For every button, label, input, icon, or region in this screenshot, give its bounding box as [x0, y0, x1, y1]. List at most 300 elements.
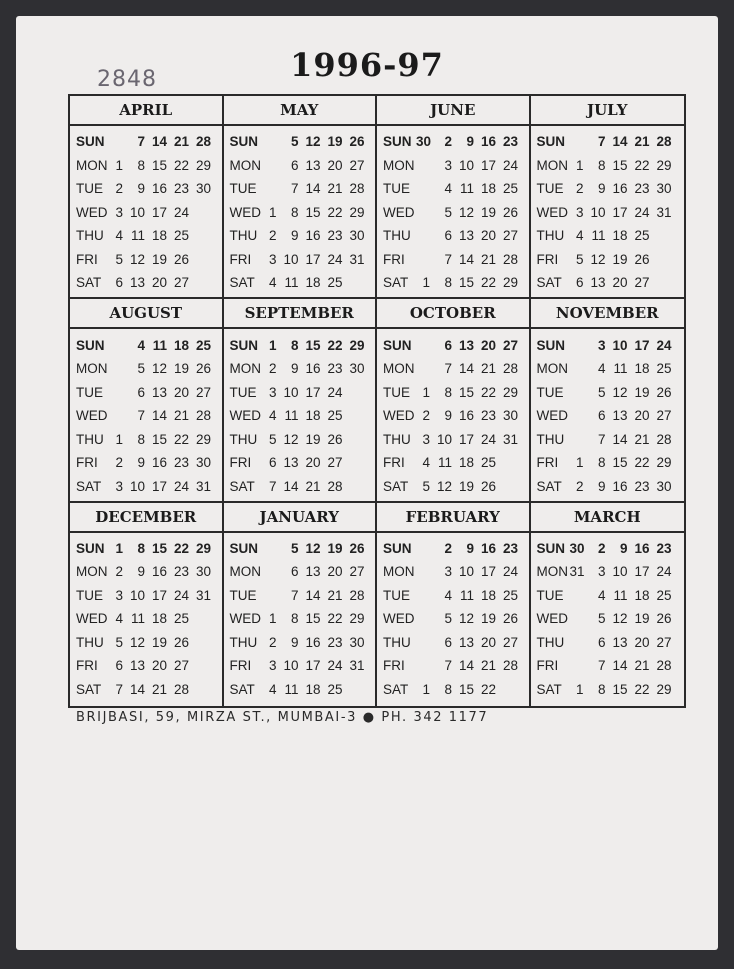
- weekday-row: [224, 427, 376, 451]
- date-number: 4: [268, 275, 277, 291]
- weekday-row: [224, 451, 376, 475]
- date-number: 23: [173, 455, 189, 471]
- date-number: 20: [634, 634, 650, 650]
- month-block-january: [224, 503, 378, 706]
- date-number: 29: [349, 611, 365, 627]
- date-number: [343, 682, 365, 697]
- weekday-row: [70, 474, 222, 498]
- date-number: 21: [480, 658, 496, 674]
- date-number: 1: [115, 431, 123, 447]
- date-number: [416, 564, 430, 579]
- date-number: 15: [305, 204, 321, 220]
- date-number: 14: [129, 681, 145, 697]
- date-number: 17: [151, 478, 167, 494]
- date-number: 7: [290, 587, 299, 603]
- weekday-label: MON: [229, 157, 261, 173]
- date-number: 13: [305, 157, 321, 173]
- date-number: 11: [437, 455, 452, 471]
- weekday-row: [377, 560, 529, 584]
- date-number: 20: [173, 384, 189, 400]
- date-number: 19: [151, 634, 167, 650]
- date-numbers: [109, 338, 222, 353]
- date-number: 6: [290, 157, 299, 173]
- date-number: 11: [613, 361, 628, 377]
- weekday-row: [224, 560, 376, 584]
- date-number: 16: [305, 361, 321, 377]
- date-number: 19: [327, 540, 343, 556]
- date-number: 26: [349, 540, 365, 556]
- day-rows: [224, 329, 376, 500]
- weekday-label: SAT: [383, 275, 409, 291]
- date-number: 1: [422, 275, 430, 291]
- date-number: 7: [597, 431, 606, 447]
- date-number: 15: [458, 384, 474, 400]
- month-block-may: [224, 96, 378, 299]
- date-number: 25: [656, 587, 672, 603]
- date-number: 8: [137, 540, 145, 556]
- date-number: 2: [115, 181, 123, 197]
- weekday-label: FRI: [229, 658, 252, 674]
- date-number: 13: [612, 634, 628, 650]
- date-number: [416, 252, 430, 267]
- date-number: 13: [129, 658, 145, 674]
- month-name: AUGUST: [70, 299, 222, 329]
- date-number: 11: [152, 337, 167, 353]
- weekday-row: [70, 224, 222, 248]
- weekday-row: [377, 130, 529, 154]
- date-numbers: [263, 228, 376, 243]
- date-number: 9: [444, 408, 452, 424]
- date-number: 4: [444, 587, 452, 603]
- date-numbers: [416, 228, 529, 243]
- date-number: 18: [458, 455, 474, 471]
- date-number: 18: [151, 228, 167, 244]
- date-number: 17: [634, 337, 650, 353]
- date-numbers: [263, 432, 376, 447]
- date-number: 21: [305, 478, 321, 494]
- date-number: [189, 228, 211, 243]
- weekday-row: [70, 177, 222, 201]
- weekday-label: SAT: [383, 478, 409, 494]
- date-number: 12: [612, 384, 628, 400]
- date-numbers: [263, 479, 376, 494]
- date-number: 15: [612, 681, 628, 697]
- date-number: 22: [634, 157, 650, 173]
- date-number: 4: [268, 681, 277, 697]
- date-number: [343, 432, 365, 447]
- date-number: [263, 541, 277, 556]
- date-numbers: [416, 658, 529, 673]
- date-number: 28: [173, 681, 189, 697]
- weekday-row: [224, 224, 376, 248]
- date-numbers: [109, 455, 222, 470]
- date-numbers: [109, 385, 222, 400]
- weekday-row: [224, 177, 376, 201]
- date-number: 12: [590, 251, 606, 267]
- date-number: 21: [634, 431, 650, 447]
- date-number: 19: [327, 134, 343, 150]
- weekday-row: [224, 201, 376, 225]
- weekday-row: [70, 404, 222, 428]
- date-number: [570, 361, 584, 376]
- date-number: 3: [422, 431, 430, 447]
- date-number: 5: [422, 478, 430, 494]
- weekday-row: [531, 474, 685, 498]
- date-number: [189, 658, 211, 673]
- date-number: [650, 275, 672, 290]
- weekday-label: SUN: [536, 337, 566, 353]
- date-numbers: [109, 228, 222, 243]
- weekday-label: TUE: [383, 384, 410, 400]
- date-number: 8: [597, 455, 606, 471]
- date-number: 21: [327, 587, 343, 603]
- date-number: 27: [656, 634, 672, 650]
- weekday-row: [224, 380, 376, 404]
- date-number: 30: [416, 134, 432, 150]
- weekday-row: [377, 631, 529, 655]
- date-number: 12: [612, 611, 628, 627]
- date-number: 22: [480, 681, 496, 697]
- weekday-row: [531, 201, 685, 225]
- date-number: 9: [290, 634, 299, 650]
- date-number: 1: [422, 384, 430, 400]
- weekday-label: THU: [76, 228, 104, 244]
- weekday-label: TUE: [229, 181, 257, 197]
- date-number: 26: [502, 611, 518, 627]
- date-numbers: [570, 479, 685, 494]
- weekday-row: [377, 271, 529, 295]
- date-numbers: [109, 682, 222, 697]
- date-number: 14: [305, 181, 321, 197]
- date-number: 26: [173, 251, 189, 267]
- date-number: 13: [458, 634, 474, 650]
- weekday-row: [531, 678, 685, 702]
- month-block-august: [70, 299, 224, 502]
- weekday-label: FRI: [536, 251, 559, 267]
- date-number: 18: [305, 681, 321, 697]
- weekday-label: THU: [76, 634, 104, 650]
- date-number: 26: [195, 361, 211, 377]
- weekday-label: TUE: [383, 181, 410, 197]
- weekday-row: [531, 333, 685, 357]
- weekday-label: MON: [383, 361, 415, 377]
- date-number: 12: [283, 431, 299, 447]
- date-number: 22: [173, 157, 189, 173]
- date-number: 30: [349, 228, 365, 244]
- date-number: 23: [656, 540, 672, 556]
- date-number: 16: [151, 564, 167, 580]
- date-number: 8: [444, 681, 452, 697]
- weekday-row: [531, 654, 685, 678]
- date-number: 13: [129, 275, 145, 291]
- day-rows: [224, 126, 376, 297]
- date-number: 20: [612, 275, 628, 291]
- weekday-label: THU: [383, 634, 411, 650]
- date-number: 10: [590, 204, 606, 220]
- date-numbers: [109, 588, 222, 603]
- weekday-row: [70, 584, 222, 608]
- month-block-march: [531, 503, 685, 706]
- date-number: [416, 181, 430, 196]
- date-number: 19: [173, 361, 189, 377]
- date-number: 4: [137, 337, 145, 353]
- weekday-row: [224, 154, 376, 178]
- date-number: 25: [656, 361, 672, 377]
- date-numbers: [570, 181, 685, 196]
- weekday-row: [531, 404, 685, 428]
- weekday-row: [224, 654, 376, 678]
- date-number: 17: [305, 251, 321, 267]
- weekday-label: SAT: [536, 275, 562, 291]
- date-number: 3: [597, 337, 606, 353]
- weekday-row: [224, 474, 376, 498]
- weekday-row: [70, 451, 222, 475]
- date-number: 7: [597, 658, 606, 674]
- date-number: 26: [327, 431, 343, 447]
- date-number: 18: [634, 587, 650, 603]
- weekday-label: SAT: [536, 478, 562, 494]
- date-number: 21: [634, 658, 650, 674]
- weekday-label: SUN: [383, 337, 412, 353]
- date-number: 26: [656, 384, 672, 400]
- weekday-label: SUN: [383, 540, 412, 556]
- date-numbers: [570, 611, 685, 626]
- weekday-label: FRI: [76, 455, 98, 471]
- weekday-label: TUE: [229, 384, 257, 400]
- date-number: 16: [480, 540, 496, 556]
- date-numbers: [109, 134, 222, 149]
- date-number: 10: [458, 157, 474, 173]
- weekday-label: TUE: [229, 587, 257, 603]
- date-number: 27: [656, 408, 672, 424]
- date-numbers: [109, 252, 222, 267]
- date-number: 9: [619, 540, 628, 556]
- weekday-row: [70, 333, 222, 357]
- date-number: 17: [634, 564, 650, 580]
- date-number: 6: [597, 634, 606, 650]
- date-numbers: [416, 275, 529, 290]
- weekday-label: FRI: [383, 455, 405, 471]
- date-number: 5: [137, 361, 145, 377]
- date-numbers: [416, 181, 529, 196]
- date-number: 23: [480, 408, 496, 424]
- date-number: 1: [575, 455, 584, 471]
- date-number: 23: [173, 181, 189, 197]
- weekday-label: FRI: [76, 251, 98, 267]
- month-name: FEBRUARY: [377, 503, 529, 533]
- date-number: 30: [195, 564, 211, 580]
- date-number: 17: [151, 587, 167, 603]
- weekday-label: TUE: [76, 181, 103, 197]
- date-number: [263, 181, 277, 196]
- date-numbers: [263, 682, 376, 697]
- date-number: 22: [327, 337, 343, 353]
- date-number: 29: [502, 275, 518, 291]
- date-number: 4: [597, 361, 606, 377]
- date-number: 24: [173, 204, 189, 220]
- date-number: 25: [480, 455, 496, 471]
- date-number: 25: [173, 611, 189, 627]
- weekday-label: THU: [536, 228, 565, 244]
- date-number: 14: [151, 134, 167, 150]
- date-number: 2: [597, 540, 606, 556]
- date-number: 20: [151, 658, 167, 674]
- date-number: 26: [349, 134, 365, 150]
- weekday-label: FRI: [536, 455, 559, 471]
- date-number: 11: [613, 587, 628, 603]
- date-number: 30: [195, 455, 211, 471]
- weekday-label: SUN: [76, 134, 105, 150]
- weekday-label: FRI: [229, 251, 252, 267]
- date-numbers: [570, 158, 685, 173]
- date-number: 9: [290, 361, 299, 377]
- date-number: 10: [436, 431, 452, 447]
- date-number: 31: [195, 478, 211, 494]
- date-number: 13: [458, 337, 474, 353]
- date-numbers: [570, 682, 685, 697]
- date-number: 9: [137, 564, 145, 580]
- date-number: 23: [634, 478, 650, 494]
- date-numbers: [263, 134, 376, 149]
- weekday-label: SUN: [229, 337, 259, 353]
- date-number: 31: [349, 251, 365, 267]
- date-number: 6: [444, 337, 452, 353]
- weekday-row: [531, 357, 685, 381]
- date-number: [416, 205, 430, 220]
- date-number: 13: [305, 564, 321, 580]
- date-numbers: [109, 635, 222, 650]
- date-number: 10: [612, 564, 628, 580]
- weekday-label: SAT: [536, 681, 562, 697]
- weekday-row: [531, 584, 685, 608]
- date-number: 7: [597, 134, 606, 150]
- weekday-label: MON: [536, 157, 568, 173]
- date-number: [650, 252, 672, 267]
- date-number: [570, 338, 584, 353]
- date-number: 10: [129, 478, 145, 494]
- date-number: [416, 338, 430, 353]
- date-number: 8: [290, 204, 299, 220]
- date-number: 2: [444, 540, 452, 556]
- weekday-row: [531, 271, 685, 295]
- date-number: 3: [268, 384, 277, 400]
- date-number: 28: [195, 134, 211, 150]
- weekday-row: [224, 333, 376, 357]
- date-number: [416, 658, 430, 673]
- date-number: 8: [290, 337, 299, 353]
- date-number: 29: [349, 204, 365, 220]
- date-number: 10: [129, 587, 145, 603]
- date-numbers: [570, 408, 685, 423]
- weekday-label: MON: [76, 361, 108, 377]
- date-number: 16: [458, 408, 474, 424]
- date-number: 14: [283, 478, 299, 494]
- date-number: [416, 228, 430, 243]
- weekday-row: [224, 678, 376, 702]
- weekday-row: [531, 177, 685, 201]
- date-number: 23: [327, 361, 343, 377]
- date-numbers: [263, 408, 376, 423]
- weekday-row: [531, 560, 685, 584]
- date-number: 12: [305, 134, 321, 150]
- date-numbers: [263, 541, 376, 556]
- date-numbers: [416, 252, 529, 267]
- date-number: [650, 228, 672, 243]
- date-number: 6: [115, 658, 123, 674]
- weekday-label: WED: [383, 408, 415, 424]
- date-number: 29: [656, 681, 672, 697]
- weekday-row: [70, 537, 222, 561]
- date-number: 2: [444, 134, 452, 150]
- date-numbers: [263, 564, 376, 579]
- month-block-november: [531, 299, 685, 502]
- weekday-row: [224, 584, 376, 608]
- date-number: [109, 408, 123, 423]
- date-number: [263, 134, 277, 149]
- date-numbers: [416, 385, 529, 400]
- weekday-row: [377, 654, 529, 678]
- date-number: [189, 205, 211, 220]
- date-number: 30: [195, 181, 211, 197]
- date-number: 15: [458, 275, 474, 291]
- date-numbers: [109, 432, 222, 447]
- date-number: 25: [327, 275, 343, 291]
- date-numbers: [263, 158, 376, 173]
- date-number: [416, 158, 430, 173]
- date-number: 23: [327, 634, 343, 650]
- date-number: 20: [151, 275, 167, 291]
- date-number: [109, 134, 123, 149]
- date-number: 24: [634, 204, 650, 220]
- date-number: 7: [444, 361, 452, 377]
- date-number: 6: [268, 455, 277, 471]
- date-number: 19: [480, 611, 496, 627]
- date-number: 4: [444, 181, 452, 197]
- date-number: 7: [290, 181, 299, 197]
- date-number: [416, 635, 430, 650]
- month-block-december: [70, 503, 224, 706]
- month-name: DECEMBER: [70, 503, 222, 533]
- date-number: 10: [612, 337, 628, 353]
- date-number: 21: [173, 408, 189, 424]
- date-number: 22: [480, 384, 496, 400]
- date-number: 15: [612, 455, 628, 471]
- weekday-label: SAT: [229, 478, 255, 494]
- weekday-row: [377, 404, 529, 428]
- date-number: 28: [349, 587, 365, 603]
- date-numbers: [570, 588, 685, 603]
- date-number: 16: [305, 228, 321, 244]
- date-number: 23: [173, 564, 189, 580]
- weekday-row: [70, 678, 222, 702]
- date-number: 3: [268, 658, 277, 674]
- date-number: 2: [115, 564, 123, 580]
- weekday-row: [377, 474, 529, 498]
- date-number: 22: [327, 611, 343, 627]
- weekday-label: SUN: [229, 540, 259, 556]
- date-number: 11: [284, 681, 299, 697]
- date-number: 21: [480, 251, 496, 267]
- date-numbers: [570, 455, 685, 470]
- date-number: 21: [151, 681, 167, 697]
- weekday-row: [70, 154, 222, 178]
- date-numbers: [416, 408, 529, 423]
- weekday-label: WED: [229, 611, 261, 627]
- date-numbers: [263, 338, 376, 353]
- weekday-label: SAT: [76, 275, 102, 291]
- date-numbers: [570, 134, 685, 149]
- date-number: [416, 361, 430, 376]
